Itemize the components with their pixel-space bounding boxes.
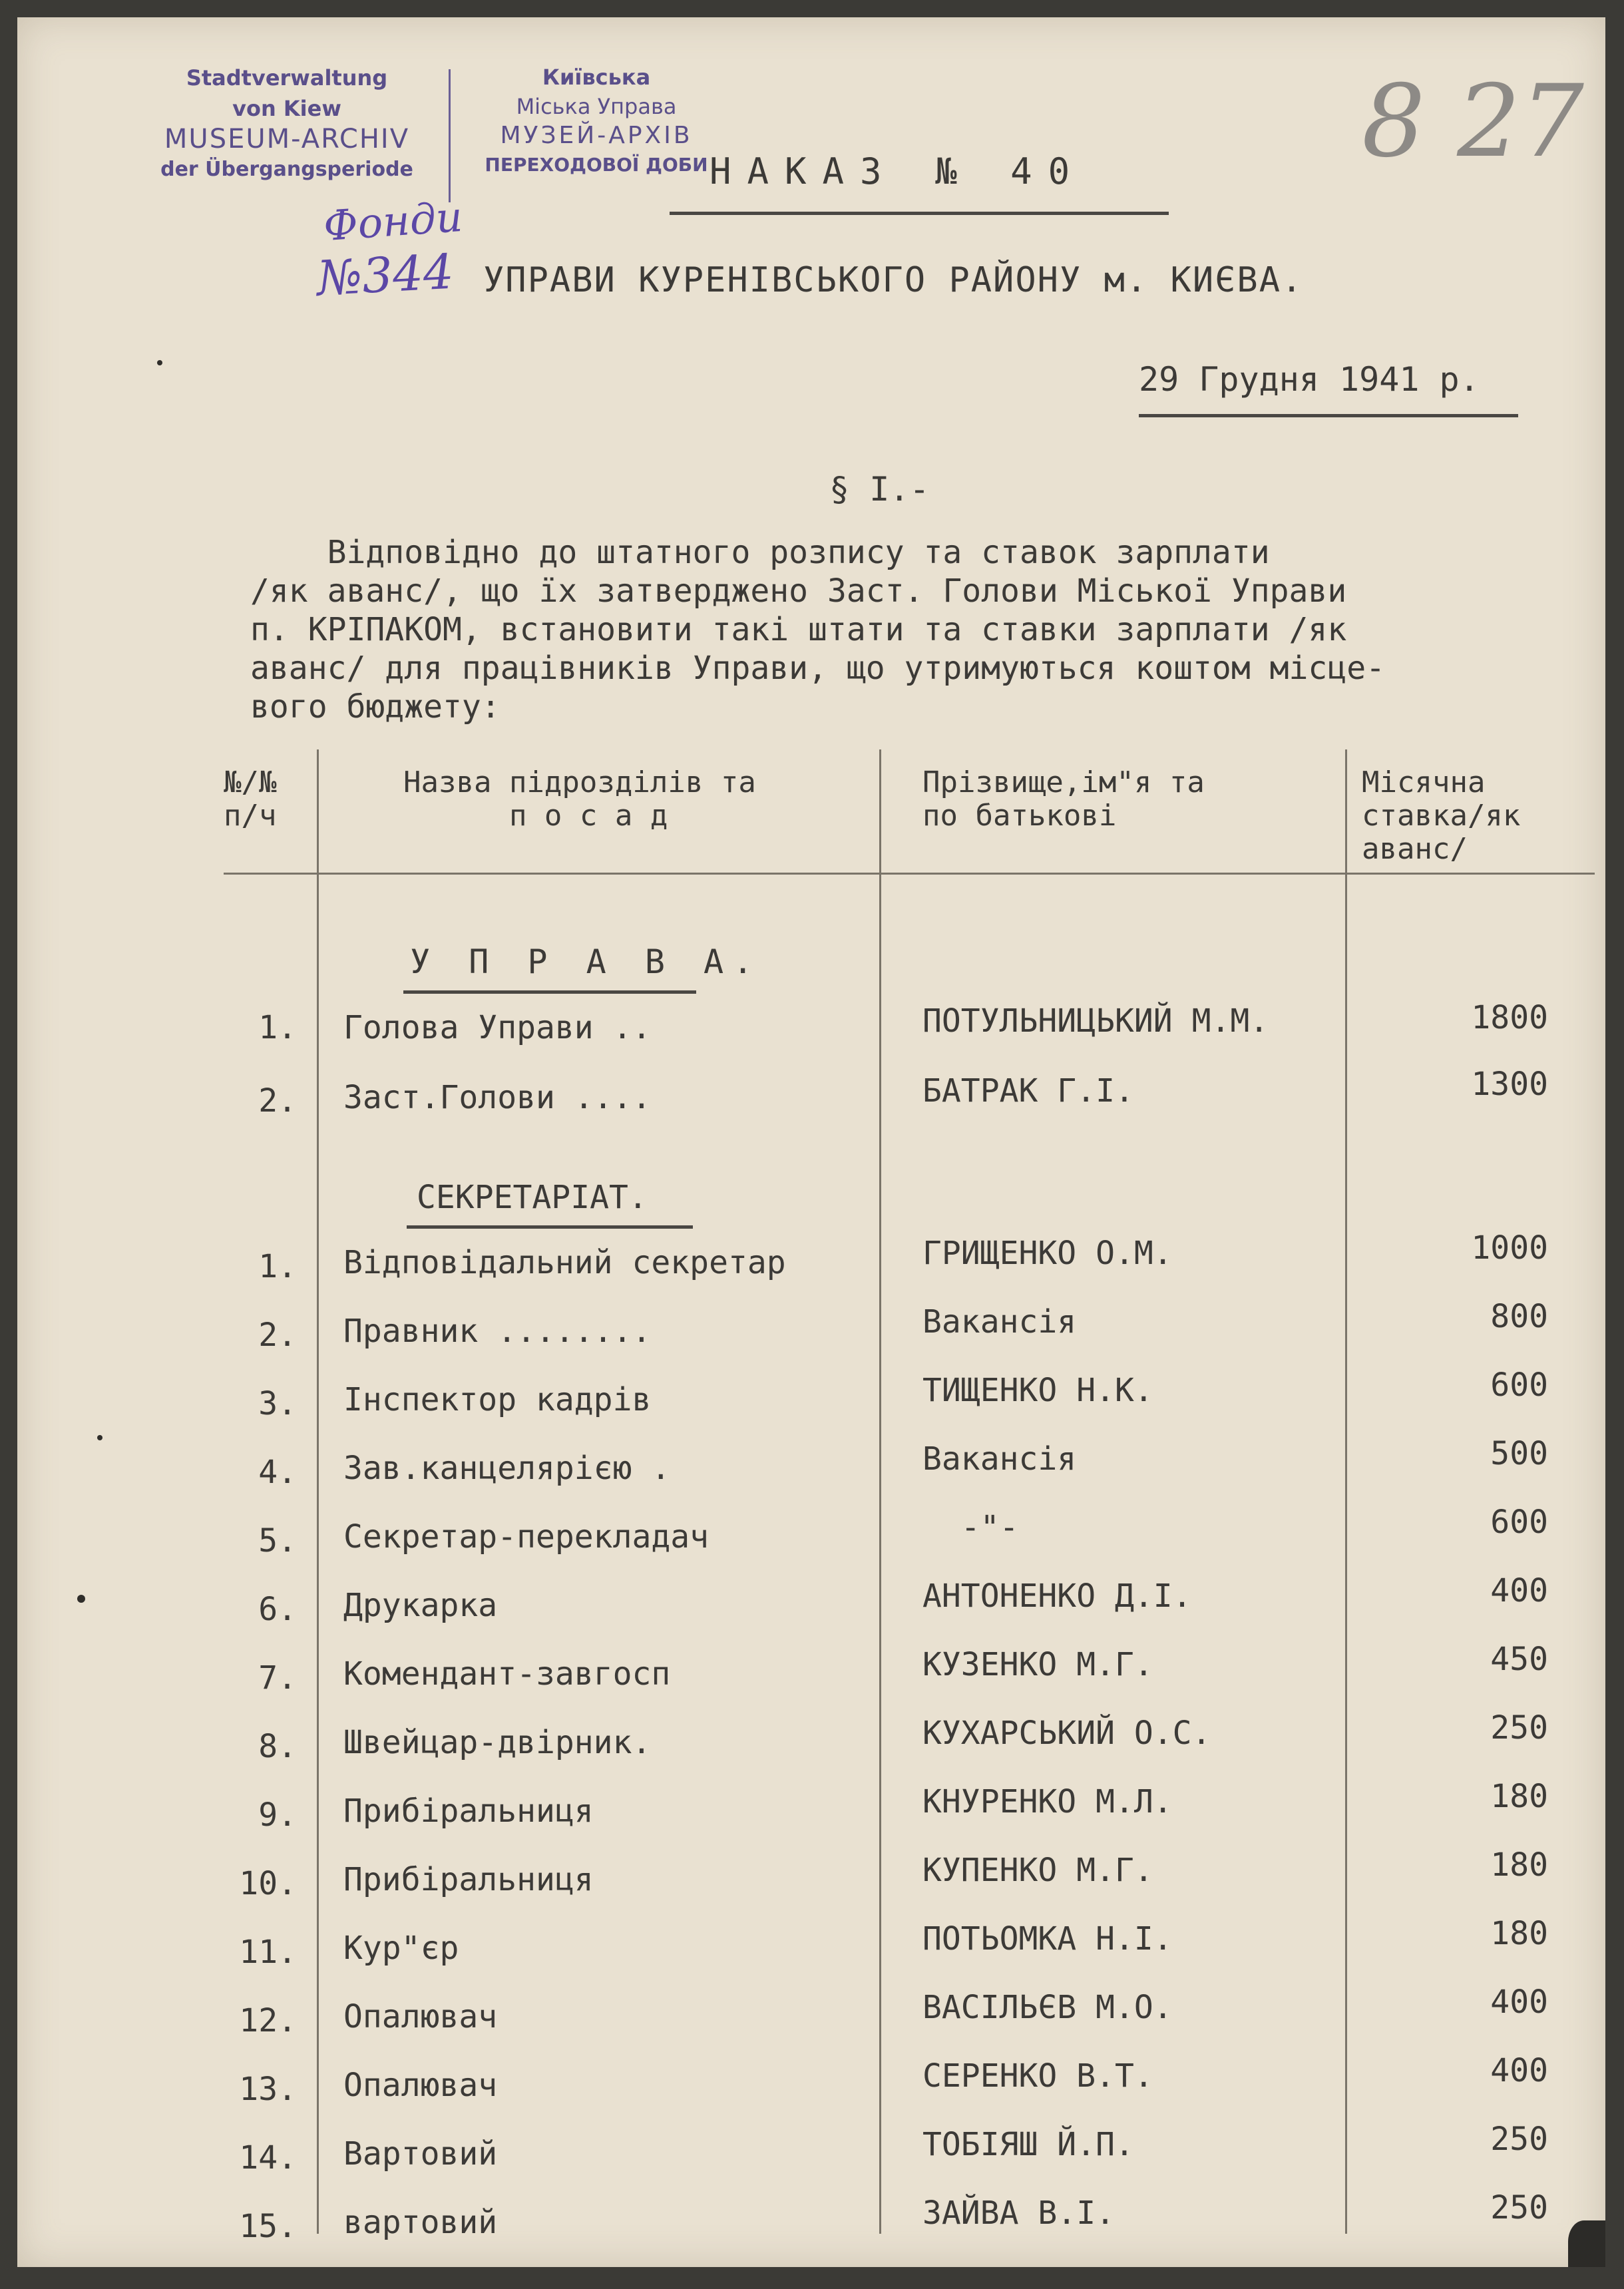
- order-title: НАКАЗ № 40: [710, 150, 1086, 192]
- group-underline: [403, 990, 696, 994]
- row-number: 15.: [239, 2208, 297, 2245]
- row-number: 12.: [239, 2002, 297, 2039]
- row-number: 11.: [239, 1934, 297, 1971]
- row-position: Прибіральниця: [343, 1792, 594, 1830]
- stamp-line: Міська Управа: [516, 94, 677, 119]
- paper-speck: [97, 1435, 102, 1440]
- row-position: вартовий: [343, 2204, 498, 2241]
- row-salary: 800: [1490, 1298, 1548, 1335]
- row-salary: 1300: [1471, 1066, 1548, 1103]
- paragraph-line: вого бюджету:: [250, 688, 501, 726]
- row-number: 13.: [239, 2071, 297, 2108]
- stamp-line: von Kiew: [232, 96, 341, 121]
- row-name: КНУРЕНКО М.Л.: [922, 1783, 1173, 1820]
- row-name: АНТОНЕНКО Д.І.: [922, 1577, 1192, 1615]
- row-salary: 1800: [1471, 999, 1548, 1036]
- paragraph-line: /як аванс/, що їх затверджено Заст. Голови Міської Управи: [250, 572, 1347, 610]
- table-column-rule: [879, 749, 881, 2234]
- row-name: БАТРАК Г.І.: [922, 1072, 1134, 1110]
- paragraph-line: Відповідно до штатного розпису та ставок зарплати: [250, 534, 1270, 571]
- paragraph-line: п. КРІПАКОМ, встановити такі штати та ставки зарплати /як: [250, 611, 1347, 648]
- row-salary: 500: [1490, 1435, 1548, 1472]
- row-position: Кур"єр: [343, 1930, 459, 1967]
- row-number: 2.: [258, 1082, 297, 1120]
- row-salary: 450: [1490, 1641, 1548, 1678]
- stamp-line: МУЗЕЙ-АРХІВ: [500, 122, 693, 149]
- order-date: 29 Грудня 1941 р.: [1139, 360, 1480, 399]
- section-mark: § I.-: [829, 470, 930, 509]
- body-paragraph: [250, 533, 1568, 726]
- row-number: 8.: [258, 1728, 297, 1765]
- paper-speck: [157, 360, 162, 365]
- pencil-page-number: 8 27: [1362, 64, 1584, 180]
- order-subtitle: УПРАВИ КУРЕНІВСЬКОГО РАЙОНУ м. КИЄВА.: [483, 260, 1304, 300]
- row-position: Комендант-завгосп: [343, 1655, 671, 1693]
- row-name: ГРИЩЕНКО О.М.: [922, 1235, 1173, 1272]
- row-number: 3.: [258, 1385, 297, 1422]
- row-salary: 1000: [1471, 1229, 1548, 1267]
- stamp-german: [130, 63, 443, 185]
- stamp-line: Stadtverwaltung: [186, 65, 388, 91]
- header-number: №/№ п/ч: [224, 765, 277, 833]
- row-number: 2.: [258, 1317, 297, 1354]
- table-header-rule: [224, 873, 1595, 875]
- row-position: Заст.Голови ....: [343, 1079, 652, 1116]
- handwritten-fond-number: №344: [315, 243, 455, 307]
- row-number: 6.: [258, 1591, 297, 1628]
- row-number: 4.: [258, 1454, 297, 1491]
- row-name: ПОТЬОМКА Н.І.: [922, 1920, 1173, 1958]
- row-name: СЕРЕНКО В.Т.: [922, 2057, 1153, 2095]
- torn-corner: [1568, 2220, 1605, 2267]
- row-number: 14.: [239, 2139, 297, 2177]
- row-name: КУПЕНКО М.Г.: [922, 1852, 1153, 1889]
- row-name: -"-: [922, 1509, 1019, 1546]
- row-number: 5.: [258, 1522, 297, 1560]
- row-position: Інспектор кадрів: [343, 1381, 652, 1418]
- header-position: Назва підрозділів та п о с а д: [403, 765, 756, 833]
- header-name: Прізвище,ім"я та по батькові: [922, 765, 1205, 833]
- document-page: [17, 17, 1605, 2267]
- stamp-line: ПЕРЕХОДОВОЇ ДОБИ: [485, 154, 708, 176]
- row-salary: 400: [1490, 1983, 1548, 2021]
- header-salary: Місячна ставка/як аванс/: [1362, 765, 1521, 866]
- row-position: Голова Управи ..: [343, 1009, 652, 1046]
- row-salary: 180: [1490, 1915, 1548, 1952]
- paragraph-line: аванс/ для працівників Управи, що утримуються коштом місце-: [250, 650, 1386, 687]
- row-position: Опалювач: [343, 2067, 498, 2104]
- paper-speck: [77, 1595, 85, 1603]
- row-position: Прибіральниця: [343, 1861, 594, 1898]
- row-number: 10.: [239, 1865, 297, 1902]
- row-salary: 250: [1490, 2189, 1548, 2226]
- row-position: Опалювач: [343, 1998, 498, 2035]
- row-name: ВАСІЛЬЄВ М.О.: [922, 1989, 1173, 2026]
- row-number: 1.: [258, 1009, 297, 1046]
- row-name: Вакансія: [922, 1440, 1077, 1478]
- table-column-rule: [317, 749, 319, 2234]
- date-underline: [1139, 414, 1518, 417]
- row-salary: 400: [1490, 2052, 1548, 2089]
- row-position: Секретар-перекладач: [343, 1518, 710, 1556]
- title-underline: [670, 212, 1169, 215]
- row-salary: 600: [1490, 1504, 1548, 1541]
- row-name: КУХАРСЬКИЙ О.С.: [922, 1715, 1211, 1752]
- group-title: У П Р А В А.: [410, 942, 763, 981]
- row-salary: 400: [1490, 1572, 1548, 1609]
- row-salary: 180: [1490, 1778, 1548, 1815]
- row-name: Вакансія: [922, 1303, 1077, 1341]
- stamp-line: der Übergangsperiode: [160, 158, 413, 181]
- row-position: Друкарка: [343, 1587, 498, 1624]
- group-underline: [407, 1225, 693, 1229]
- row-name: ПОТУЛЬНИЦЬКИЙ М.М.: [922, 1002, 1269, 1040]
- table-column-rule: [1345, 749, 1347, 2234]
- row-name: ТОБІЯШ Й.П.: [922, 2126, 1134, 2163]
- handwritten-fond-label: Фонди: [321, 192, 465, 251]
- row-name: ТИЩЕНКО Н.К.: [922, 1372, 1153, 1409]
- row-number: 1.: [258, 1248, 297, 1285]
- stamp-divider: [449, 69, 451, 202]
- row-position: Зав.канцелярією .: [343, 1450, 671, 1487]
- stamp-ukrainian: [457, 63, 736, 180]
- row-salary: 180: [1490, 1846, 1548, 1884]
- archive-stamp: [130, 63, 749, 212]
- row-position: Відповідальний секретар: [343, 1244, 786, 1281]
- row-position: Швейцар-двірник.: [343, 1724, 652, 1761]
- row-number: 9.: [258, 1796, 297, 1834]
- row-salary: 250: [1490, 2121, 1548, 2158]
- row-position: Правник ........: [343, 1313, 652, 1350]
- stamp-line: Київська: [542, 65, 651, 90]
- row-salary: 250: [1490, 1709, 1548, 1747]
- row-name: КУЗЕНКО М.Г.: [922, 1646, 1153, 1683]
- row-number: 7.: [258, 1659, 297, 1697]
- row-name: ЗАЙВА В.І.: [922, 2194, 1115, 2232]
- row-salary: 600: [1490, 1366, 1548, 1404]
- group-title: СЕКРЕТАРІАТ.: [417, 1179, 648, 1216]
- row-position: Вартовий: [343, 2135, 498, 2173]
- stamp-line: MUSEUM-ARCHIV: [164, 124, 410, 154]
